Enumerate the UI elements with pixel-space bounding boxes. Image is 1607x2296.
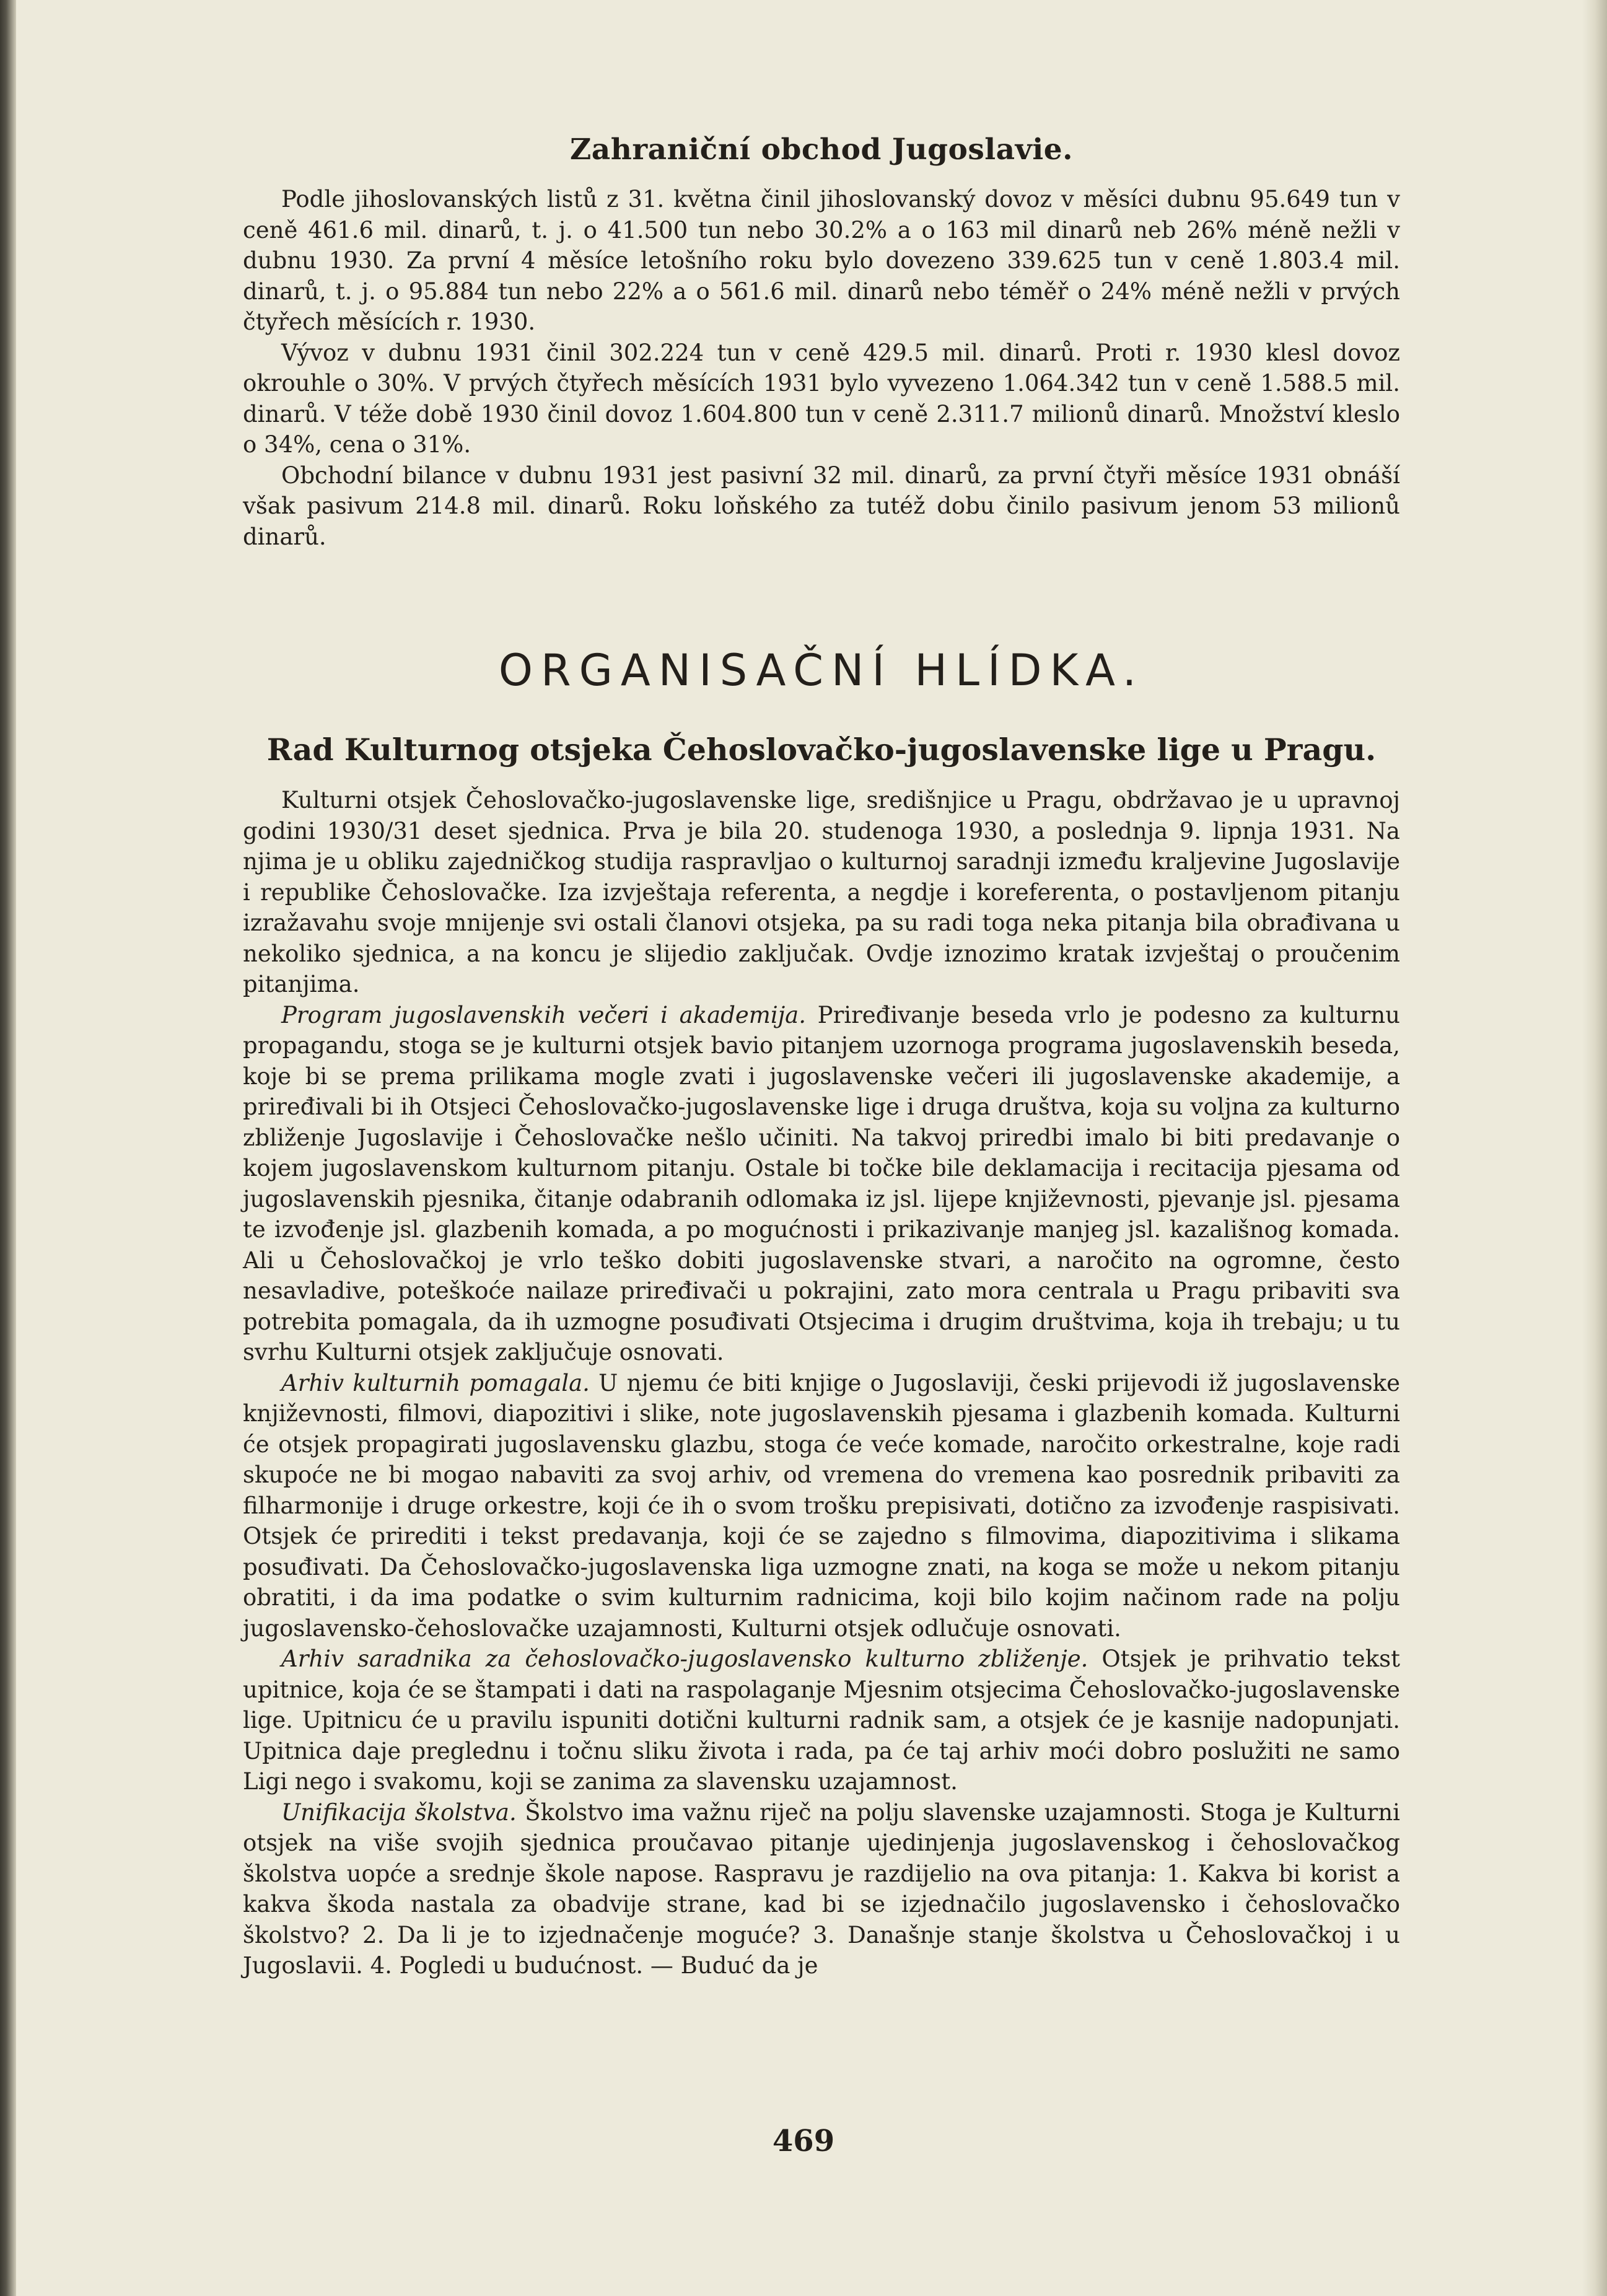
item-lead: Arhiv kulturnih pomagala.	[281, 1369, 590, 1396]
article-title: Zahraniční obchod Jugoslavie.	[569, 133, 1074, 167]
item-text: Otsjek je prihvatio tekst upitnice, koja će se štampati i dati na raspolaganje Mjesnim otsjecima Čehoslovačko-jugoslavenske lige. Upitnicu će u pravilu ispuniti dotični kulturni radnik sam, a otsjek će je kasnije nadopunjati. Upitnica daje preglednu i točnu sliku života i rada, pa će taj arhiv moći dobro poslužiti ne samo Ligi nego i svakomu, koji se zanima za slavensku uzajamnost.	[243, 1645, 1400, 1795]
item-text: Priređivanje beseda vrlo je podesno za kulturnu propagandu, stoga se je kulturni otsjek bavio pitanjem uzornoga programa jugoslavenskih beseda, koje bi se prema prilikama mogle zvati i jugoslavenske večeri ili jugoslavenske akademije, a priređivali bi ih Otsjeci Čehoslovačko-jugoslavenske lige i druga društva, koja su voljna za kulturno zbliženje Jugoslavije i Čehoslovačke nešlo učiniti. Na takvoj priredbi imalo bi biti predavanje o kojem jugoslavenskom kulturnom pitanju. Ostale bi točke bile deklamacija i recitacija pjesama od jugoslavenskih pjesnika, čitanje odabranih odlomaka iz jsl. lijepe književnosti, pjevanje jsl. pjesama te izvođenje jsl. glazbenih komada, a po mogućnosti i prikazivanje manjeg jsl. kazališnog komada. Ali u Čehoslovačkoj je vrlo teško dobiti jugoslavenske stvari, a naročito na ogromne, često nesavladive, poteškoće nailaze priređivači u pokrajini, zato mora centrala u Pragu pribaviti sva potrebita pomagala, da ih uzmogne posuđivati Otsjecima i drugim društvima, koja ih trebaju; u tu svrhu Kulturni otsjek zaključuje osnovati.	[243, 1001, 1400, 1365]
section-item-arhiv-pomagala	[243, 1368, 1400, 1644]
item-lead: Arhiv saradnika za čehoslovačko-jugoslavensko kulturno zbliženje.	[281, 1645, 1088, 1672]
page-content	[243, 118, 1400, 1981]
section-item-arhiv-saradnika	[243, 1644, 1400, 1797]
section-heading: ORGANISAČNÍ HLÍDKA.	[498, 645, 1145, 696]
item-text: U njemu će biti knjige o Jugoslaviji, česki prijevodi iž jugoslavenske književnosti, filmovi, diapozitivi i slike, note jugoslavenskih pjesama i glazbenih komada. Kulturni će otsjek propagirati jugoslavensku glazbu, stoga će veće komade, naročito orkestralne, koje radi skupoće ne bi mogao nabaviti za svoj arhiv, od vremena do vremena kao posrednik pribaviti za filharmonije i druge orkestre, koji će ih o svom trošku prepisivati, dotično za izvođenje raspisivati. Otsjek će prirediti i tekst predavanja, koji će se zajedno s filmovima, diapozitivima i slikama posuđivati. Da Čehoslovačko-jugoslavenska liga uzmogne znati, na koga se može u nekom pitanju obratiti, i da ima podatke o svim kulturnim radnicima, koji bilo kojim načinom rade na polju jugoslavensko-čehoslovačke uzajamnosti, Kulturni otsjek odlučuje osnovati.	[243, 1369, 1401, 1642]
article-paragraph: Obchodní bilance v dubnu 1931 jest pasivní 32 mil. dinarů, za první čtyři měsíce 1931 obnáší však pasivum 214.8 mil. dinarů. Roku loňského za tutéž dobu činilo pasivum jenom 53 milionů dinarů.	[243, 462, 1400, 550]
article-paragraph: Vývoz v dubnu 1931 činil 302.224 tun v ceně 429.5 mil. dinarů. Proti r. 1930 klesl dovoz okrouhle o 30%. V prvých čtyřech měsících 1931 bylo vyvezeno 1.064.342 tun v ceně 1.588.5 mil. dinarů. V téže době 1930 činil dovoz 1.604.800 tun v ceně 2.311.7 milionů dinarů. Množství kleslo o 34%, cena o 31%.	[243, 339, 1400, 458]
section-item-unifikacija	[243, 1797, 1400, 1981]
section-item-program	[243, 1000, 1400, 1368]
item-text: Školstvo ima važnu riječ na polju slavenske uzajamnosti. Stoga je Kulturni otsjek na više svojih sjednica proučavao pitanje ujedinjenja jugoslavenskog i čehoslovačkog školstva uopće a srednje škole napose. Raspravu je razdijelio na ova pitanja: 1. Kakva bi korist a kakva škoda nastala za obadvije strane, kad bi se izjednačilo jugoslavensko i čehoslovačko školstvo? 2. Da li je to izjednačenje moguće? 3. Današnje stanje školstva u Čehoslovačkoj i u Jugoslavii. 4. Pogledi u budućnost. — Buduć da je	[243, 1799, 1400, 1979]
item-lead: Unifikacija školstva.	[281, 1799, 517, 1826]
page-edge-shadow	[1582, 0, 1607, 2296]
section-subtitle: Rad Kulturnog otsjeka Čehoslovačko-jugoslavenske lige u Pragu.	[266, 732, 1377, 768]
page-number: 469	[772, 2124, 835, 2158]
item-lead: Program jugoslavenskih večeri i akademija.	[281, 1001, 807, 1028]
article-paragraph: Podle jihoslovanských listů z 31. května činil jihoslovanský dovoz v měsíci dubnu 95.649 tun v ceně 461.6 mil. dinarů, t. j. o 41.500 tun nebo 30.2% a o 163 mil dinarů neb 26% méně nežli v dubnu 1930. Za první 4 měsíce letošního roku bylo dovezeno 339.625 tun v ceně 1.803.4 mil. dinarů, t. j. o 95.884 tun nebo 22% a o 561.6 mil. dinarů nebo téměř o 24% méně nežli v prvých čtyřech měsících r. 1930.	[243, 186, 1400, 335]
section-intro-paragraph: Kulturni otsjek Čehoslovačko-jugoslavenske lige, središnjice u Pragu, obdržavao je u upravnoj godini 1930/31 deset sjednica. Prva je bila 20. studenoga 1930, a poslednja 9. lipnja 1931. Na njima je u obliku zajedničkog studija raspravljao o kulturnoj saradnji između kraljevine Jugoslavije i republike Čehoslovačke. Iza izvještaja referenta, a negdje i koreferenta, o postavljenom pitanju izražavahu svoje mnijenje svi ostali članovi otsjeka, pa su radi toga neka pitanja bila obrađivana u nekoliko sjednica, a na koncu je slijedio zaključak. Ovdje iznozimo kratak izvještaj o proučenim pitanjima.	[243, 787, 1400, 997]
binding-edge	[0, 0, 16, 2296]
